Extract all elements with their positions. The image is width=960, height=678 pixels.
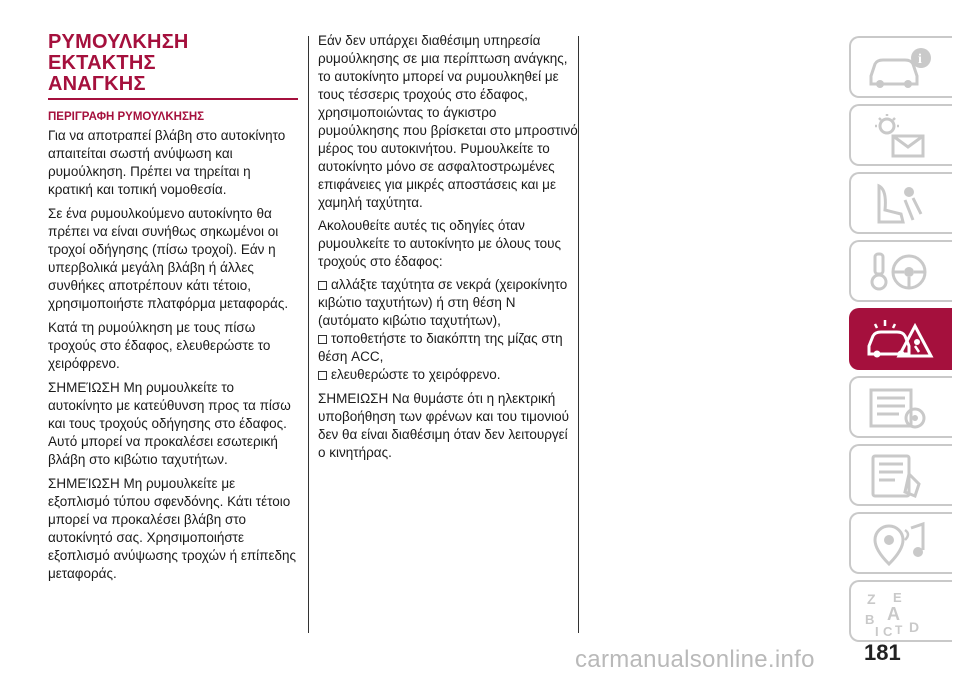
list-item-text: αλλάξτε ταχύτητα σε νεκρά (χειροκίνητο κιβώτιο ταχυτήτων) ή στη θέση N (αυτόματο κιβώτιο ταχυτήτων), (318, 277, 568, 328)
svg-text:D: D (909, 619, 920, 635)
title-underline (48, 98, 298, 100)
column-divider (308, 36, 309, 633)
title-line-1: ΡΥΜΟΥΛΚΗΣΗ ΕΚΤΑΚΤΗΣ (48, 31, 189, 74)
multimedia-icon (865, 520, 935, 568)
left-column (48, 32, 298, 589)
checkbox-bullet-icon (318, 335, 327, 344)
warning-lights-icon (865, 112, 935, 160)
steering-key-icon (865, 248, 935, 296)
svg-text:E: E (893, 590, 902, 605)
tab-index[interactable] (849, 580, 952, 642)
note-paragraph: ΣΗΜΕΙΩΣΗ Να θυμάστε ότι η ηλεκτρική υποβοήθηση των φρένων και του τιμονιού δεν θα είναι διαθέσιμη όταν δεν λειτουργεί ο κινητήρας. (318, 391, 570, 460)
page-title (48, 32, 298, 95)
column-divider (578, 36, 579, 633)
svg-text:A: A (887, 604, 900, 624)
paragraph: Ακολουθείτε αυτές τις οδηγίες όταν ρυμουλκείτε το αυτοκίνητο με όλους τους τροχούς στο έδαφος: (318, 218, 562, 269)
tab-car-info[interactable] (849, 36, 952, 98)
index-icon (865, 588, 935, 636)
note-paragraph: ΣΗΜΕΊΩΣΗ Μη ρυμουλκείτε με εξοπλισμό τύπου σφενδόνης. Κάτι τέτοιο μπορεί να προκαλέσει βλάβη στο αυτοκίνητό σας. Χρησιμοποιήστε εξοπλισμό ανύψωσης τροχών ή επίπεδης μεταφοράς. (48, 476, 297, 581)
instruction-list (318, 276, 578, 384)
paragraph: Για να αποτραπεί βλάβη στο αυτοκίνητο απαιτείται σωστή ανύψωση και ρυμούλκηση. Πρέπει να τηρείται η κρατική και τοπική νομοθεσία. (48, 128, 286, 197)
checkbox-bullet-icon (318, 281, 327, 290)
technical-data-icon (865, 452, 935, 500)
tab-multimedia[interactable] (849, 512, 952, 574)
svg-text:i: i (918, 52, 922, 67)
list-item (318, 276, 578, 330)
checkbox-bullet-icon (318, 371, 327, 380)
section-subheading: ΠΕΡΙΓΡΑΦΗ ΡΥΜΟΥΛΚΗΣΗΣ (48, 111, 205, 123)
right-column (318, 32, 578, 467)
title-line-2: ΑΝΑΓΚΗΣ (48, 73, 146, 95)
svg-text:I: I (875, 624, 879, 636)
maintenance-icon (865, 384, 935, 432)
page-number: 181 (864, 640, 901, 665)
paragraph: Σε ένα ρυμουλκούμενο αυτοκίνητο θα πρέπει να είναι συνήθως σηκωμένοι οι τροχοί οδήγησης (πίσω τροχοί). Εάν η υπερβολικά μεγάλη βλάβη ή άλλες συνθήκες αποτρέπουν κάτι τέτοιο, χρησιμοποιήστε πλατφόρμα μεταφοράς. (48, 206, 289, 311)
tab-seat-safety[interactable] (849, 172, 952, 234)
note-paragraph: ΣΗΜΕΊΩΣΗ Μη ρυμουλκείτε το αυτοκίνητο με κατεύθυνση προς τα πίσω και τους τροχούς οδήγησης στο έδαφος. Αυτό μπορεί να προκαλέσει εσωτερική βλάβη στο κιβώτιο ταχυτήτων. (48, 380, 291, 467)
tab-starting-driving[interactable] (849, 240, 952, 302)
paragraph: Κατά τη ρυμούλκηση με τους πίσω τροχούς στο έδαφος, ελευθερώστε το χειρόφρενο. (48, 320, 271, 371)
tab-emergency[interactable] (849, 308, 952, 370)
list-item (318, 330, 578, 366)
car-info-icon (865, 44, 935, 92)
watermark-text: carmanualsonline.info (575, 646, 815, 673)
emergency-breakdown-icon (865, 316, 935, 364)
chapter-tabs (849, 36, 960, 648)
tab-warning-lights[interactable] (849, 104, 952, 166)
tab-technical-data[interactable] (849, 444, 952, 506)
tab-maintenance[interactable] (849, 376, 952, 438)
svg-text:Z: Z (867, 591, 876, 607)
list-item-text: ελευθερώστε το χειρόφρενο. (331, 367, 501, 382)
svg-text:B: B (865, 612, 875, 627)
list-item-text: τοποθετήστε το διακόπτη της μίζας στη θέση ACC, (318, 331, 563, 364)
list-item (318, 366, 578, 384)
svg-text:C: C (883, 624, 893, 636)
paragraph: Εάν δεν υπάρχει διαθέσιμη υπηρεσία ρυμούλκησης σε μια περίπτωση ανάγκης, το αυτοκίνητο μπορεί να ρυμουλκηθεί με τους τέσσερις τροχούς στο έδαφος, χρησιμοποιώντας το άγκιστρο ρυμούλκησης που βρίσκεται στο μπροστινό μέρος του αυτοκινήτου. Ρυμουλκείτε το αυτοκίνητο μόνο σε ασφαλτοστρωμένες επιφάνειες για μικρές αποστάσεις και με χαμηλή ταχύτητα. (318, 33, 578, 210)
svg-text:T: T (895, 623, 903, 636)
seat-airbag-icon (865, 180, 935, 228)
